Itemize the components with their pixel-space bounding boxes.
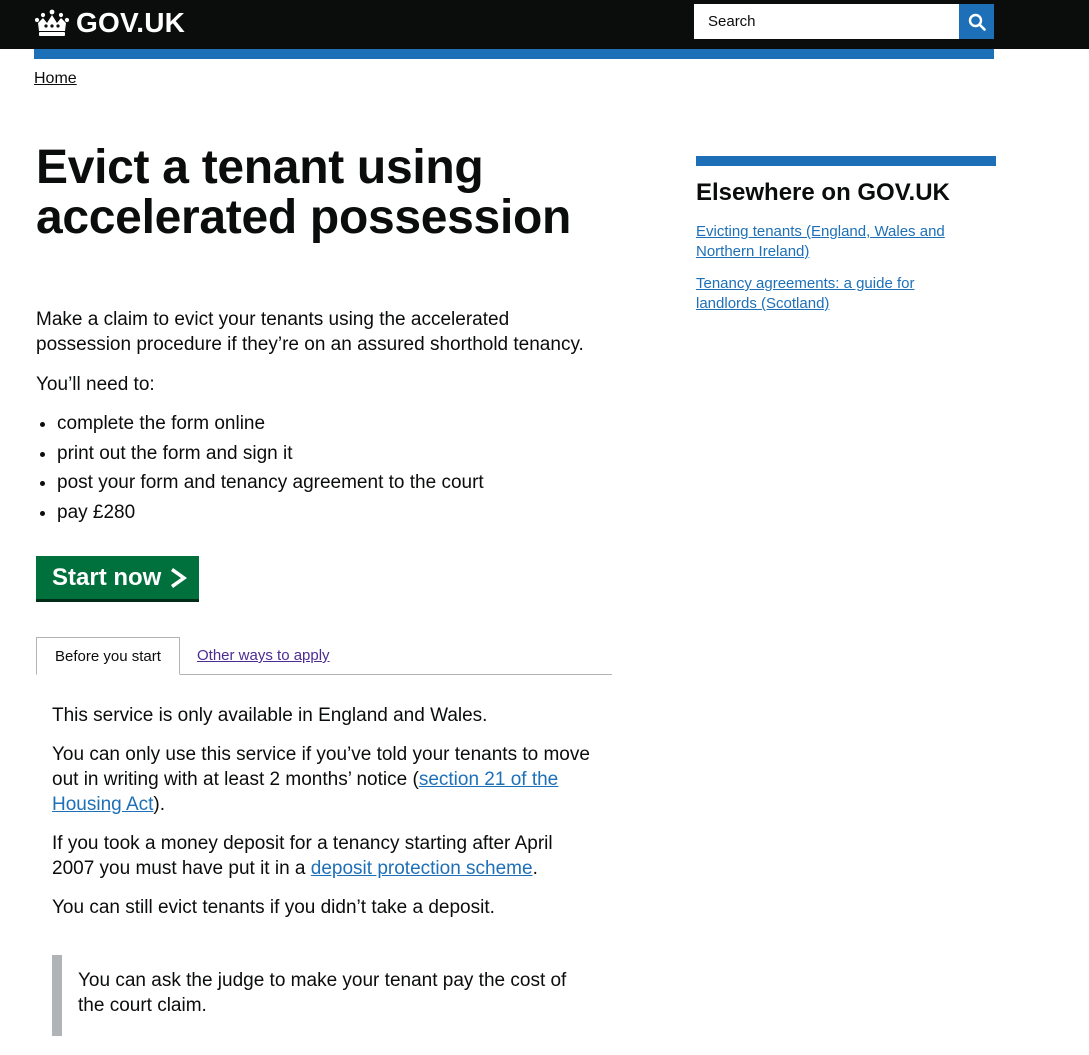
sidebar-link-evicting-tenants[interactable]: Evicting tenants (England, Wales and Northern Ireland): [696, 223, 945, 260]
sidebar-link-tenancy-agreements[interactable]: Tenancy agreements: a guide for landlords (Scotland): [696, 275, 915, 312]
intro-text: Make a claim to evict your tenants using the accelerated possession procedure if they’re on an assured shorthold tenancy.: [36, 309, 584, 355]
section-21-link[interactable]: section 21 of the Housing Act: [52, 769, 559, 815]
list-item: • post your form and tenancy agreement to the court: [57, 470, 612, 495]
sidebar-heading: Elsewhere on GOV.UK: [696, 179, 950, 206]
list-item: • print out the form and sign it: [57, 441, 612, 466]
govuk-logo-link[interactable]: [34, 6, 185, 40]
steps-list: [36, 411, 612, 525]
chevron-right-icon: [171, 568, 187, 588]
header-blue-bar: [34, 49, 994, 59]
search-form: [694, 4, 994, 39]
tab-panel: [52, 703, 597, 934]
list-item: • complete the form online: [57, 411, 612, 436]
panel-paragraph: [52, 742, 597, 817]
panel-text: ).: [153, 794, 166, 815]
list-item: • pay £280: [57, 500, 612, 525]
breadcrumb-home-link[interactable]: Home: [34, 70, 77, 87]
inset-text: [52, 955, 597, 1036]
tab-other-ways-to-apply[interactable]: Other ways to apply: [197, 647, 330, 664]
breadcrumb: [34, 70, 77, 88]
panel-text: .: [532, 858, 538, 879]
panel-text: If you took a money deposit for a tenancy starting after April 2007 you must have put it in a: [52, 833, 553, 879]
tab-before-you-start[interactable]: Before you start: [36, 637, 180, 675]
search-button[interactable]: [959, 4, 994, 39]
start-now-label: Start now: [52, 563, 162, 591]
panel-text: You can only use this service if you’ve told your tenants to move out in writing with at least 2 months’ notice (: [52, 744, 590, 790]
panel-paragraph: You can still evict tenants if you didn’t take a deposit.: [52, 897, 495, 918]
deposit-protection-link[interactable]: deposit protection scheme: [310, 858, 533, 879]
main-content: [36, 307, 612, 529]
panel-paragraph: [52, 831, 597, 881]
page-title: Evict a tenant using accelerated possession: [36, 141, 572, 244]
crown-icon: [34, 9, 70, 37]
need-label: You’ll need to:: [36, 374, 155, 395]
inset-paragraph: You can ask the judge to make your tenant pay the cost of the court claim.: [78, 970, 567, 1016]
logo-text: GOV.UK: [76, 7, 186, 38]
search-icon: [968, 13, 986, 31]
search-input[interactable]: [694, 4, 959, 39]
panel-paragraph: This service is only available in England and Wales.: [52, 705, 488, 726]
site-header: [0, 0, 1089, 49]
sidebar-top-bar: [696, 156, 996, 166]
start-now-button[interactable]: [36, 556, 199, 599]
sidebar-links: [696, 222, 966, 326]
tab-list: [36, 637, 612, 675]
